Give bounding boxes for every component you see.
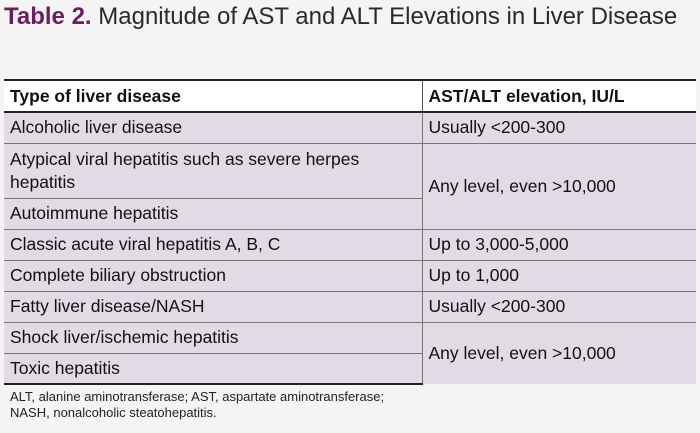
elevation-cell: Any level, even >10,000 — [422, 322, 696, 384]
disease-cell: Complete biliary obstruction — [4, 260, 422, 291]
elevation-cell: Up to 1,000 — [422, 260, 696, 291]
footnote-line: ALT, alanine aminotransferase; AST, aspartate aminotransferase; — [10, 389, 385, 404]
table-footnote — [10, 389, 690, 421]
table-row — [4, 322, 696, 353]
disease-cell: Toxic hepatitis — [4, 353, 422, 384]
table-row — [4, 291, 696, 322]
header-elevation: AST/ALT elevation, IU/L — [422, 80, 696, 112]
elevation-cell: Up to 3,000-5,000 — [422, 229, 696, 260]
footnote-line: NASH, nonalcoholic steatohepatitis. — [10, 405, 217, 420]
table-row — [4, 260, 696, 291]
table-row — [4, 229, 696, 260]
elevation-cell: Any level, even >10,000 — [422, 143, 696, 229]
table-row — [4, 112, 696, 143]
disease-cell: Fatty liver disease/NASH — [4, 291, 422, 322]
disease-cell: Atypical viral hepatitis such as severe herpes hepatitis — [4, 143, 422, 198]
table-title-text: Magnitude of AST and ALT Elevations in Liver Disease — [98, 3, 678, 30]
disease-cell: Shock liver/ischemic hepatitis — [4, 322, 422, 353]
elevation-cell: Usually <200-300 — [422, 291, 696, 322]
disease-cell: Classic acute viral hepatitis A, B, C — [4, 229, 422, 260]
table-header-row — [4, 80, 696, 112]
disease-cell: Alcoholic liver disease — [4, 112, 422, 143]
liver-disease-table — [4, 79, 696, 385]
table-title-label: Table 2. — [4, 3, 92, 30]
header-disease: Type of liver disease — [4, 80, 422, 112]
disease-cell: Autoimmune hepatitis — [4, 198, 422, 229]
elevation-cell: Usually <200-300 — [422, 112, 696, 143]
table-row — [4, 143, 696, 198]
table-title — [4, 3, 694, 31]
